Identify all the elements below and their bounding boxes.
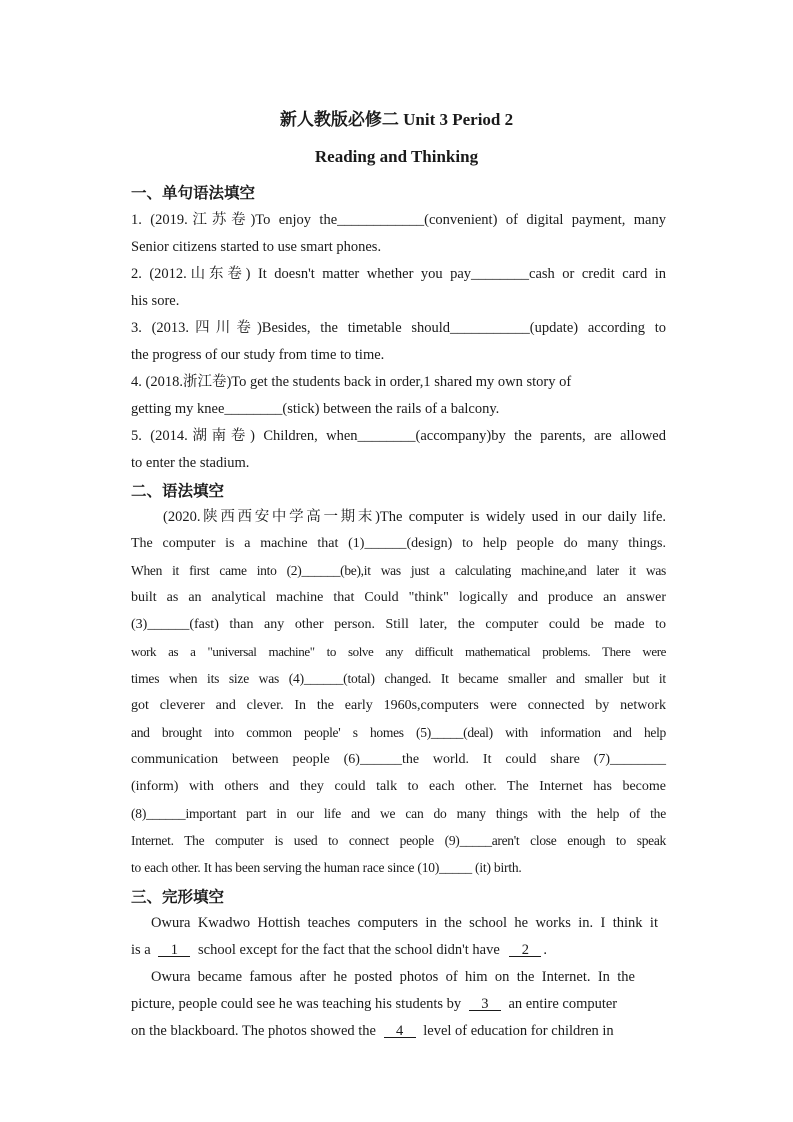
section3-paragraph-line xyxy=(131,1022,666,1040)
section2-line: (8)______important part in our life and we can do many things with the help of the xyxy=(131,806,666,821)
section2-line: (3)______(fast) than any other person. Still later, the computer could be made to xyxy=(131,617,666,632)
section2-line: (2020.陕西西安中学高一期末)The computer is widely used in our daily life. xyxy=(163,509,666,525)
section3-paragraph-line xyxy=(131,941,666,959)
section2-line: work as a "universal machine" to solve any difficult mathematical problems. There were xyxy=(131,644,666,659)
section1-heading: 一、单句语法填空 xyxy=(131,184,256,202)
section1-line: to enter the stadium. xyxy=(131,455,250,471)
section1-line: Senior citizens started to use smart phones. xyxy=(131,239,382,255)
section2-line: The computer is a machine that (1)______(design) to help people do many things. xyxy=(131,536,666,551)
section3-heading: 三、完形填空 xyxy=(131,888,225,906)
section1-line: 2. (2012.山东卷) It doesn't matter whether you pay________cash or credit card in xyxy=(131,266,666,282)
section2-heading: 二、语法填空 xyxy=(131,482,225,500)
cloze-text: on the blackboard. The photos showed the xyxy=(131,1023,376,1039)
section1-line: 1. (2019.江苏卷)To enjoy the____________(convenient) of digital payment, many xyxy=(131,212,666,228)
section3-paragraph-line: Owura became famous after he posted photos of him on the Internet. In the xyxy=(151,969,635,985)
section2-line: and brought into common people' s homes (5)_____(deal) with information and help xyxy=(131,725,666,740)
section1-line: 3. (2013.四川卷)Besides, the timetable should___________(update) according to xyxy=(131,320,666,336)
cloze-blank: 4 xyxy=(384,1022,416,1038)
cloze-text: school except for the fact that the school didn't have xyxy=(197,942,500,958)
cloze-text: . xyxy=(543,942,548,958)
cloze-text: level of education for children in xyxy=(423,1023,614,1039)
cloze-blank: 2 xyxy=(509,941,541,957)
section1-line: 5. (2014.湖南卷) Children, when________(accompany)by the parents, are allowed xyxy=(131,428,666,444)
section2-line: times when its size was (4)______(total) changed. It became smaller and smaller but it xyxy=(131,671,666,686)
cloze-blank: 1 xyxy=(158,941,190,957)
section2-line: built as an analytical machine that Could "think" logically and produce an answer xyxy=(131,590,666,605)
cloze-blank: 3 xyxy=(469,995,501,1011)
section1-line: getting my knee________(stick) between the rails of a balcony. xyxy=(131,401,500,417)
section1-line: his sore. xyxy=(131,293,180,309)
document-title: 新人教版必修二 Unit 3 Period 2 xyxy=(279,110,514,129)
section2-line: (inform) with others and they could talk to each other. The Internet has become xyxy=(131,779,666,794)
section2-line: to each other. It has been serving the human race since (10)_____ (it) birth. xyxy=(131,860,522,875)
cloze-text: is a xyxy=(131,942,151,958)
section1-line: 4. (2018.浙江卷)To get the students back in order,1 shared my own story of xyxy=(131,374,572,390)
section1-line: the progress of our study from time to time. xyxy=(131,347,385,363)
section3-paragraph-line: Owura Kwadwo Hottish teaches computers in the school he works in. I think it xyxy=(151,915,658,931)
section2-line: got cleverer and clever. In the early 1960s,computers were connected by network xyxy=(131,698,666,713)
cloze-text: picture, people could see he was teaching his students by xyxy=(131,996,462,1012)
document-subtitle: Reading and Thinking xyxy=(314,147,479,166)
section2-line: communication between people (6)______the world. It could share (7)________ xyxy=(131,752,666,767)
section2-line: When it first came into (2)______(be),it was just a calculating machine,and later it was xyxy=(131,563,666,578)
section2-line: Internet. The computer is used to connect people (9)_____aren't close enough to speak xyxy=(131,833,666,848)
section3-paragraph-line xyxy=(131,995,666,1013)
cloze-text: an entire computer xyxy=(508,996,618,1012)
